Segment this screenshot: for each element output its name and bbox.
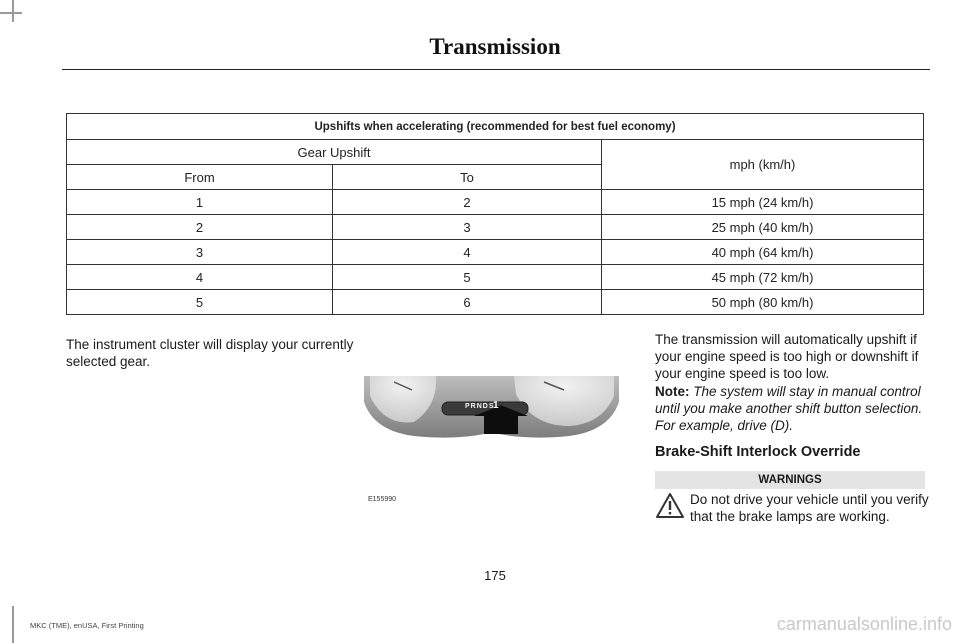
from-cell: 5 [67,290,333,315]
speed-cell: 40 mph (64 km/h) [602,240,924,265]
gear-upshift-header: Gear Upshift [67,140,602,165]
cluster-paragraph: The instrument cluster will display your currently selected gear. [66,337,354,369]
to-cell: 4 [333,240,602,265]
to-header: To [333,165,602,190]
from-cell: 2 [67,215,333,240]
table-caption: Upshifts when accelerating (recommended for best fuel economy) [67,114,924,140]
note-text: The system will stay in manual control until you make another shift button selection. For example, drive (D). [655,384,923,433]
speed-cell: 50 mph (80 km/h) [602,290,924,315]
watermark: carmanualsonline.info [776,614,952,634]
to-cell: 3 [333,215,602,240]
note-label: Note: [655,384,690,399]
from-cell: 1 [67,190,333,215]
note [655,383,930,434]
table-row [67,265,924,290]
instrument-cluster-illustration [364,376,619,451]
warning-triangle-icon [655,492,685,520]
upshift-table [66,113,924,315]
crop-mark-bottom-left-v [12,606,14,643]
warnings-heading: WARNINGS [655,471,925,489]
from-header: From [67,165,333,190]
to-cell: 5 [333,265,602,290]
page-title: Transmission [429,34,561,59]
warning-text: Do not drive your vehicle until you verify that the brake lamps are working. [690,492,929,524]
current-gear-number: 1 [493,400,499,411]
crop-mark-top-left-v [12,0,14,22]
figure-code: E155990 [368,496,397,503]
speed-cell: 25 mph (40 km/h) [602,215,924,240]
to-cell: 2 [333,190,602,215]
auto-upshift-paragraph: The transmission will automatically upshift if your engine speed is too high or downshift if your engine speed is too low. [655,332,919,381]
section-heading: Brake-Shift Interlock Override [655,444,861,460]
table-row [67,290,924,315]
table-row [67,240,924,265]
to-cell: 6 [333,290,602,315]
crop-mark-top-left-h [0,12,22,14]
footer-info: MKC (TME), enUSA, First Printing [30,621,144,630]
table-row [67,190,924,215]
gear-indicator-text: PRNDS [465,403,495,410]
speed-cell: 45 mph (72 km/h) [602,265,924,290]
speed-cell: 15 mph (24 km/h) [602,190,924,215]
table-row [67,215,924,240]
table-caption-row [67,114,924,140]
table-header-row [67,140,924,165]
from-cell: 4 [67,265,333,290]
speed-header: mph (km/h) [602,140,924,190]
title-rule [62,69,930,70]
page-number: 175 [484,568,506,583]
from-cell: 3 [67,240,333,265]
